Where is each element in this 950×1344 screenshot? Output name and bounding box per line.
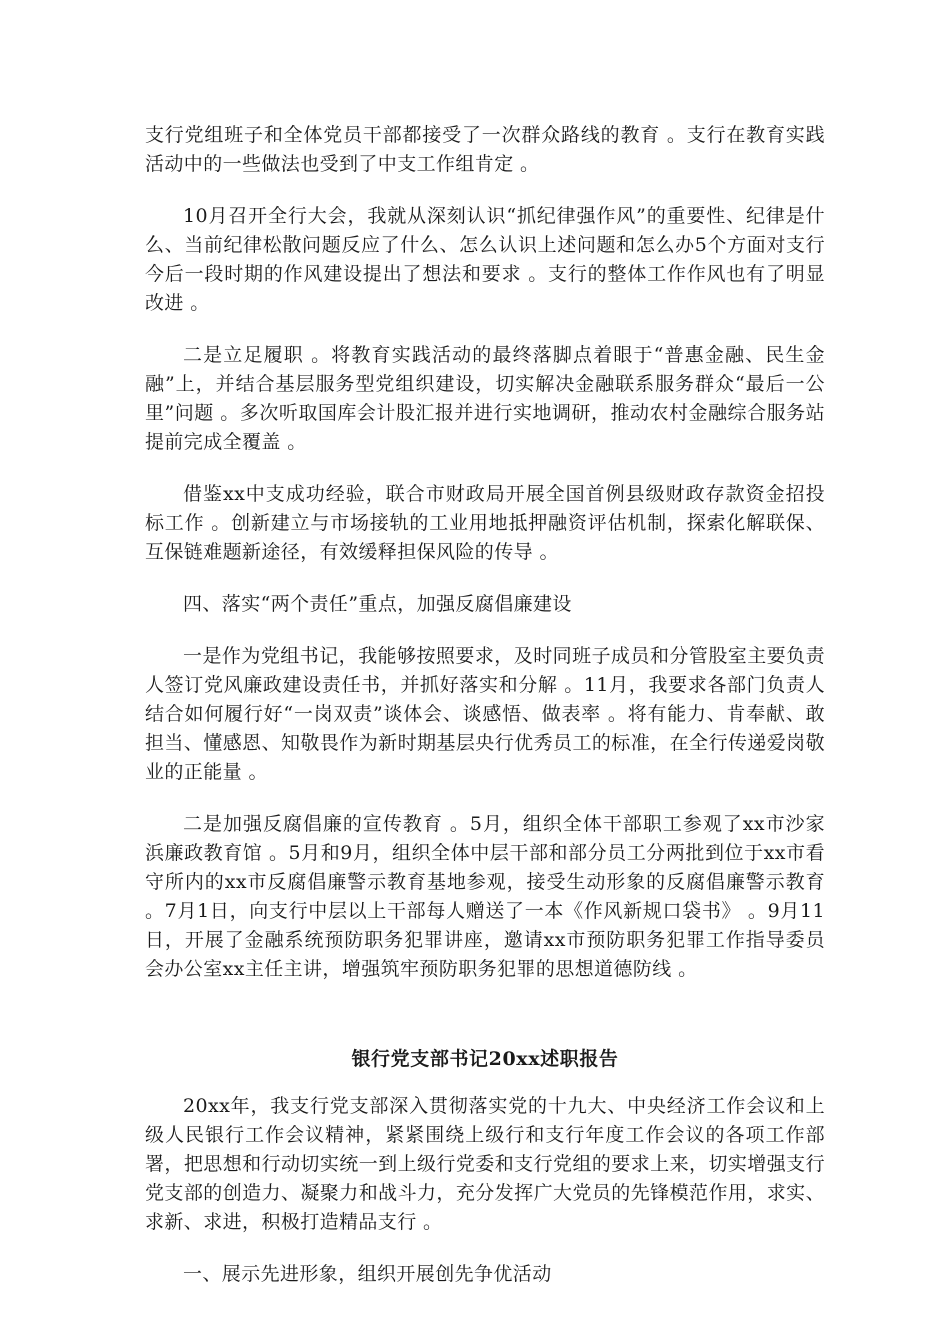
paragraph: 一是作为党组书记，我能够按照要求，及时同班子成员和分管股室主要负责人签订党风廉政建设责任书，并抓好落实和分解 。11月，我要求各部门负责人结合如何履行好“一岗双责”谈体会、谈感悟、做表率 。将有能力、肯奉献、敢担当、懂感恩、知敬畏作为新时期基层央行优秀员工的标准，在全行传递爱岗敬业的正能量 。 bbox=[145, 645, 825, 783]
paragraph: 二是立足履职 。将教育实践活动的最终落脚点着眼于“普惠金融、民生金融”上，并结合基层服务型党组织建设，切实解决金融联系服务群众“最后一公里”问题 。多次听取国库会计股汇报并进行实地调研，推动农村金融综合服务站提前完成全覆盖 。 bbox=[145, 344, 825, 453]
section-heading: 一、展示先进形象，组织开展创先争优活动 bbox=[183, 1263, 552, 1285]
document-body bbox=[145, 121, 825, 1312]
paragraph: 二是加强反腐倡廉的宣传教育 。5月，组织全体干部职工参观了xx市沙家浜廉政教育馆 。5月和9月，组织全体中层干部和部分员工分两批到位于xx市看守所内的xx市反腐倡廉警示教育基地参观，接受生动形象的反腐倡廉警示教育 。7月1日，向支行中层以上干部每人赠送了一本《作风新规口袋书》 。9月11日，开展了金融系统预防职务犯罪讲座，邀请xx市预防职务犯罪工作指导委员会办公室xx主任主讲，增强筑牢预防职务犯罪的思想道德防线 。 bbox=[145, 813, 825, 980]
paragraph: 借鉴xx中支成功经验，联合市财政局开展全国首例县级财政存款资金招投标工作 。创新建立与市场接轨的工业用地抵押融资评估机制，探索化解联保、互保链难题新途径，有效缓释担保风险的传导 。 bbox=[145, 483, 825, 563]
document-title: 银行党支部书记20xx述职报告 bbox=[351, 1048, 619, 1070]
paragraph: 10月召开全行大会，我就从深刻认识“抓纪律强作风”的重要性、纪律是什么、当前纪律松散问题反应了什么、怎么认识上述问题和怎么办5个方面对支行今后一段时期的作风建设提出了想法和要求 。支行的整体工作作风也有了明显改进 。 bbox=[145, 205, 825, 314]
section-gap bbox=[145, 1007, 825, 1045]
paragraph: 支行党组班子和全体党员干部都接受了一次群众路线的教育 。支行在教育实践活动中的一些做法也受到了中支工作组肯定 。 bbox=[145, 124, 825, 175]
section-heading: 四、落实“两个责任”重点，加强反腐倡廉建设 bbox=[183, 593, 572, 615]
paragraph: 20xx年，我支行党支部深入贯彻落实党的十九大、中央经济工作会议和上级人民银行工作会议精神，紧紧围绕上级行和支行年度工作会议的各项工作部署，把思想和行动切实统一到上级行党委和支行党组的要求上来，切实增强支行党支部的创造力、凝聚力和战斗力，充分发挥广大党员的先锋模范作用，求实、求新、求进，积极打造精品支行 。 bbox=[145, 1095, 825, 1233]
